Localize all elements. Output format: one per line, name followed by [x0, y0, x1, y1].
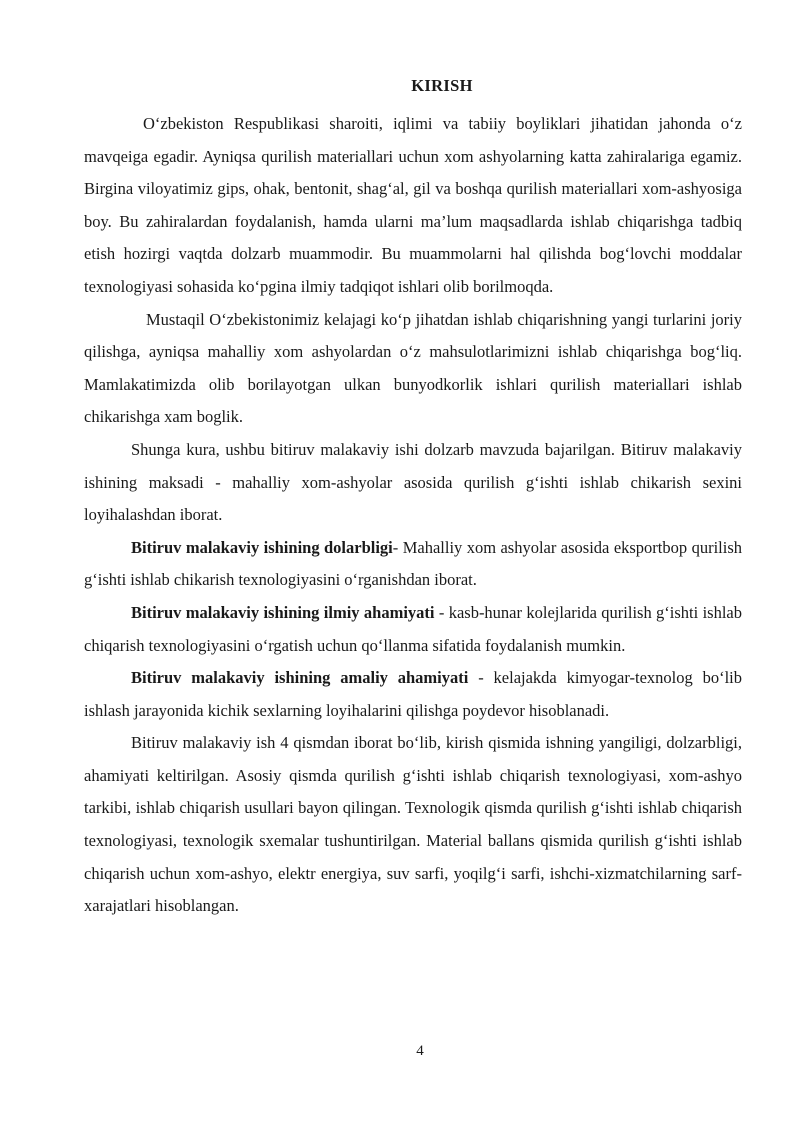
paragraph-5-term: Bitiruv malakaviy ishining ilmiy ahamiyati: [131, 602, 435, 622]
paragraph-5: [84, 597, 742, 662]
paragraph-4-term: Bitiruv malakaviy ishining dolarbligi: [131, 537, 393, 557]
paragraph-6-text: - kelajakda kimyogar-texnolog bo‘lib ishlash jarayonida kichik sexlarning loyihalarini qilishga poydevor hisoblanadi.: [84, 668, 742, 720]
page-number: 4: [416, 1043, 424, 1059]
paragraph-6: [84, 662, 742, 727]
paragraph-4-text: - Mahalliy xom ashyolar asosida eksportbop qurilish g‘ishti ishlab chikarish texnologiyasini o‘rganishdan iborat.: [84, 537, 742, 590]
paragraph-1: O‘zbekiston Respublikasi sharoiti, iqlimi va tabiiy boyliklari jihatidan jahonda o‘z mavqeiga egadir. Ayniqsa qurilish materiallari uchun xom ashyolarning katta zahiralariga egamiz. Birgina viloyatimiz gips, ohak, bentonit, shag‘al, gil va boshqa qurilish materiallari xom-ashyosiga boy. Bu zahiralardan foydalanish, hamda ularni ma’lum maqsadlarda ishlab chiqarishga tadbiq etish hozirgi vaqtda dolzarb muammodir. Bu muammolarni hal qilishda bog‘lovchi moddalar texnologiyasi sohasida ko‘pgina ilmiy tadqiqot ishlari olib borilmoqda.: [84, 114, 742, 296]
section-heading: KIRISH: [411, 76, 473, 95]
paragraph-2: Mustaqil O‘zbekistonimiz kelajagi ko‘p jihatdan ishlab chiqarishning yangi turlarini joriy qilishga, ayniqsa mahalliy xom ashyolardan o‘z mahsulotlarimizni ishlab chiqarishga bog‘liq. Mamlakatimizda olib borilayotgan ulkan bunyodkorlik ishlari qurilish materiallari ishlab chikarishga xam boglik.: [84, 309, 742, 427]
paragraph-3: Shunga kura, ushbu bitiruv malakaviy ishi dolzarb mavzuda bajarilgan. Bitiruv malakaviy ishining maksadi - mahalliy xom-ashyolar asosida qurilish g‘ishti ishlab chikarish sexini loyihalashdan iborat.: [84, 439, 742, 525]
paragraph-6-term: Bitiruv malakaviy ishining amaliy ahamiyati: [131, 668, 469, 688]
paragraph-4: [84, 532, 742, 597]
body-text: [84, 108, 742, 923]
paragraph-7: Bitiruv malakaviy ish 4 qismdan iborat bo‘lib, kirish qismida ishning yangiligi, dolzarbligi, ahamiyati keltirilgan. Asosiy qismda qurilish g‘ishti ishlab chiqarish texnologiyasi, xom-ashyo tarkibi, ishlab chiqarish usullari bayon qilingan. Texnologik qismda qurilish g‘ishti ishlab chiqarish texnologiyasi, texnologik sxemalar tushuntirilgan. Material ballans qismida qurilish g‘ishti ishlab chiqarish uchun xom-ashyo, elektr energiya, suv sarfi, yoqilg‘i sarfi, ishchi-xizmatchilarning sarf-xarajatlari hisoblangan.: [84, 733, 742, 916]
paragraph-5-text: - kasb-hunar kolejlarida qurilish g‘ishti ishlab chiqarish texnologiyasini o‘rgatish uchun qo‘llanma sifatida foydalanish mumkin.: [84, 602, 742, 655]
